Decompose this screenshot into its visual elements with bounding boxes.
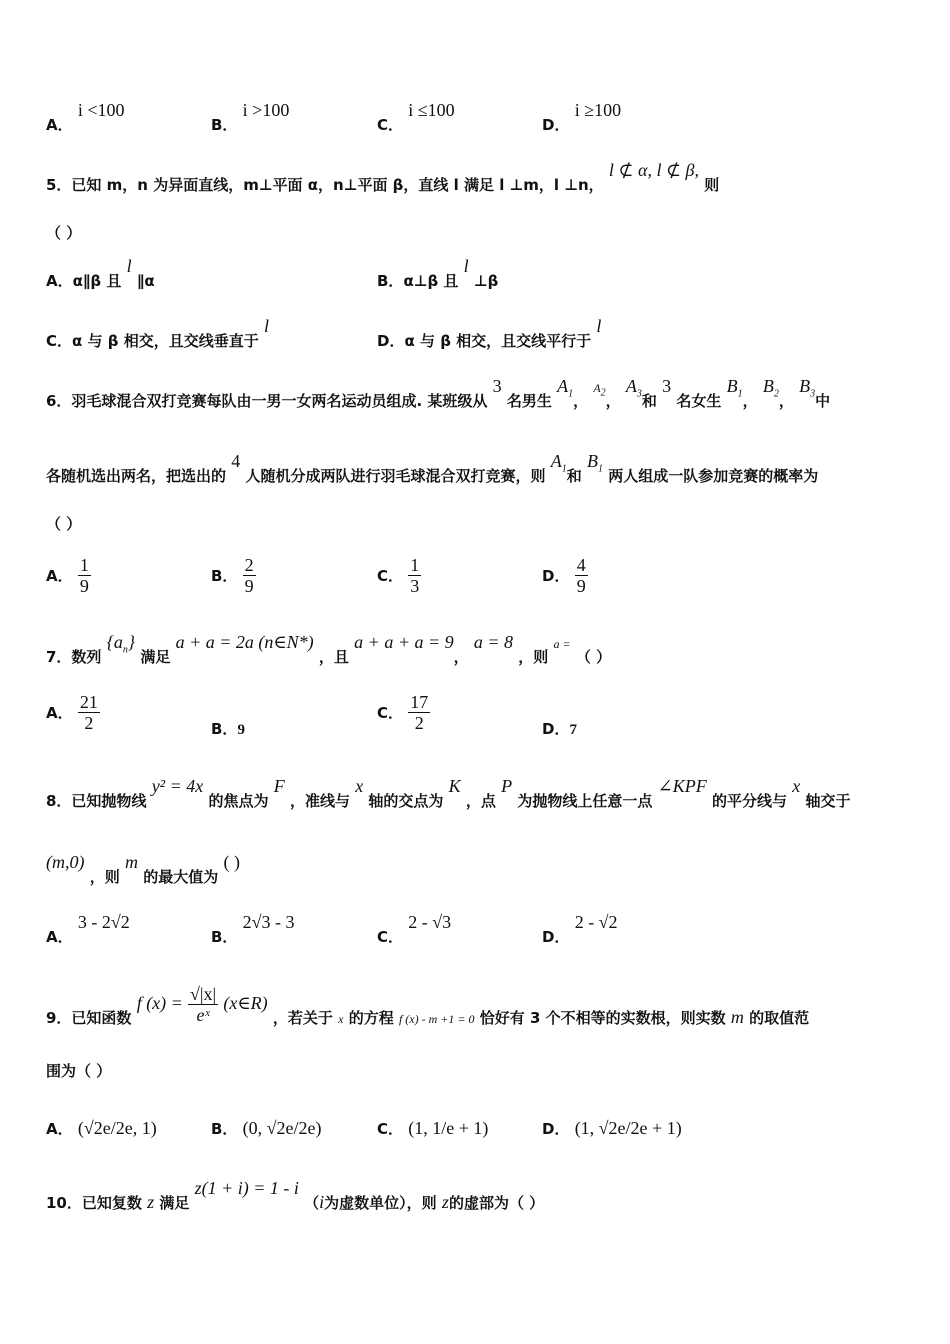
- q4-option-b: B． i >100: [211, 100, 290, 134]
- q6-option-d: D． $\frac{4}{9}$: [542, 555, 586, 596]
- q9-option-b: B． (0, √2e/2e): [211, 1118, 322, 1138]
- q7-sequence: $\{a_n\}$: [106, 632, 136, 656]
- q8-point: (m,0): [46, 852, 85, 872]
- q4-option-d: D． i ≥100: [542, 100, 622, 134]
- q9-option-c: C． (1, 1/e + 1): [377, 1118, 489, 1138]
- q6-stem-line1: 6．羽毛球混合双打竞赛每队由一男一女两名运动员组成. 某班级从 3 名男生 $A_1$， $^{A_2}$， $A_3$和 3 名女生 $B_1$， $B_2$， $B_3$中: [46, 376, 831, 410]
- q6-A1-ref: $A_1$: [550, 451, 567, 475]
- q6-B1-ref: $B_1$: [586, 451, 603, 475]
- q4-option-c-expr: i ≤100: [408, 100, 455, 120]
- q7-a4: a = 8: [473, 632, 514, 652]
- q6-option-a: A． $\frac{1}{9}$: [46, 555, 89, 596]
- q7-recurrence: a + a = 2a (n∈N*): [175, 632, 314, 652]
- q8-stem-line2: (m,0) ，则 m 的最大值为 ( ): [46, 852, 240, 886]
- q6-A2: A2: [593, 381, 606, 399]
- q8-option-d: D． 2 - √2: [542, 912, 618, 946]
- q8-option-b: B． 2√3 - 3: [211, 912, 295, 946]
- q5-option-b-l: l: [463, 256, 469, 276]
- q5-option-a: A．α∥β 且 l ∥α: [46, 256, 155, 290]
- q5-option-b: B．α⊥β 且 l ⊥β: [377, 256, 499, 290]
- q4-option-d-expr: i ≥100: [574, 100, 622, 120]
- q5-option-d-l: l: [596, 316, 602, 336]
- q7-option-b: B．9: [211, 720, 245, 738]
- q10-stem: 10．已知复数 z 满足 z(1 + i) = 1 - i （i为虚数单位），则 z的虚部为（ ）: [46, 1178, 545, 1212]
- q7-sum: a + a + a = 9: [354, 632, 454, 652]
- q9-stem-line1: 9．已知函数 f (x) = $\frac{√|x|}{\text{eˣ}}$ (x∈R) ，若关于 x 的方程 f (x) - m +1 = 0 恰好有 3 个不相等的实数根，则实数 m 的取值范: [46, 984, 810, 1027]
- q6-paren: （ ）: [46, 515, 82, 533]
- q8-stem-line1: 8．已知抛物线 y² = 4x 的焦点为 F ，准线与 x 轴的交点为 K ，点 P 为抛物线上任意一点 ∠KPF 的平分线与 x 轴交于: [46, 776, 851, 810]
- q9-equation: f (x) - m +1 = 0: [398, 1012, 475, 1026]
- q5-option-d: D．α 与 β 相交，且交线平行于 l: [377, 316, 602, 350]
- q9-function: f (x) =: [136, 993, 183, 1013]
- q6-stem-line2: 各随机选出两名，把选出的 4 人随机分成两队进行羽毛球混合双打竞赛，则 $A_1$和 $B_1$ 两人组成一队参加竞赛的概率为: [46, 451, 819, 485]
- q5-stem: 5．已知 m，n 为异面直线，m⊥平面 α，n⊥平面 β，直线 l 满足 l ⊥m，l ⊥n， l ⊄ α, l ⊄ β, 则: [46, 160, 720, 194]
- q7-option-a: A． $\frac{21}{2}$: [46, 692, 98, 733]
- q6-B1: $B_1$: [726, 376, 743, 400]
- q6-B3: $B_3$: [799, 376, 816, 400]
- q4-option-b-expr: i >100: [242, 100, 290, 120]
- q7-option-c: C． $\frac{17}{2}$: [377, 692, 429, 733]
- q10-equation: z(1 + i) = 1 - i: [194, 1178, 299, 1198]
- q5-condition: l ⊄ α, l ⊄ β,: [608, 160, 700, 180]
- q9-fraction: $\frac{√|x|}{\text{eˣ}}$: [190, 984, 217, 1025]
- q7-a5: a =: [553, 637, 571, 651]
- q5-option-c: C．α 与 β 相交，且交线垂直于 l: [46, 316, 269, 350]
- q5-paren: （ ）: [46, 224, 82, 242]
- q7-option-d: D．7: [542, 720, 577, 738]
- q8-option-c: C． 2 - √3: [377, 912, 452, 946]
- q4-option-a: A． i <100: [46, 100, 125, 134]
- q5-option-c-l: l: [263, 316, 269, 336]
- q6-B2: $B_2$: [762, 376, 779, 400]
- q8-angle: ∠KPF: [657, 776, 707, 796]
- q8-option-a: A． 3 - 2√2: [46, 912, 130, 946]
- q6-A1: $A_1$: [557, 376, 574, 400]
- q4-option-a-expr: i <100: [77, 100, 125, 120]
- q7-stem: 7．数列 $\{a_n\}$ 满足 a + a = 2a (n∈N*) ，且 a + a + a = 9， a = 8 ，则 $^{a =}$ （ ）: [46, 632, 612, 666]
- q6-A3: $A_3$: [625, 376, 642, 400]
- q6-option-c: C． $\frac{1}{3}$: [377, 555, 420, 596]
- q9-option-d: D． (1, √2e/2e + 1): [542, 1118, 682, 1138]
- q8-parabola: y² = 4x: [151, 776, 204, 796]
- q6-option-b: B． $\frac{2}{9}$: [211, 555, 254, 596]
- q9-stem-line2: 围为（ ）: [46, 1062, 112, 1080]
- q9-option-a: A． (√2e/2e, 1): [46, 1118, 157, 1138]
- q4-option-c: C． i ≤100: [377, 100, 455, 134]
- q5-option-a-l: l: [126, 256, 132, 276]
